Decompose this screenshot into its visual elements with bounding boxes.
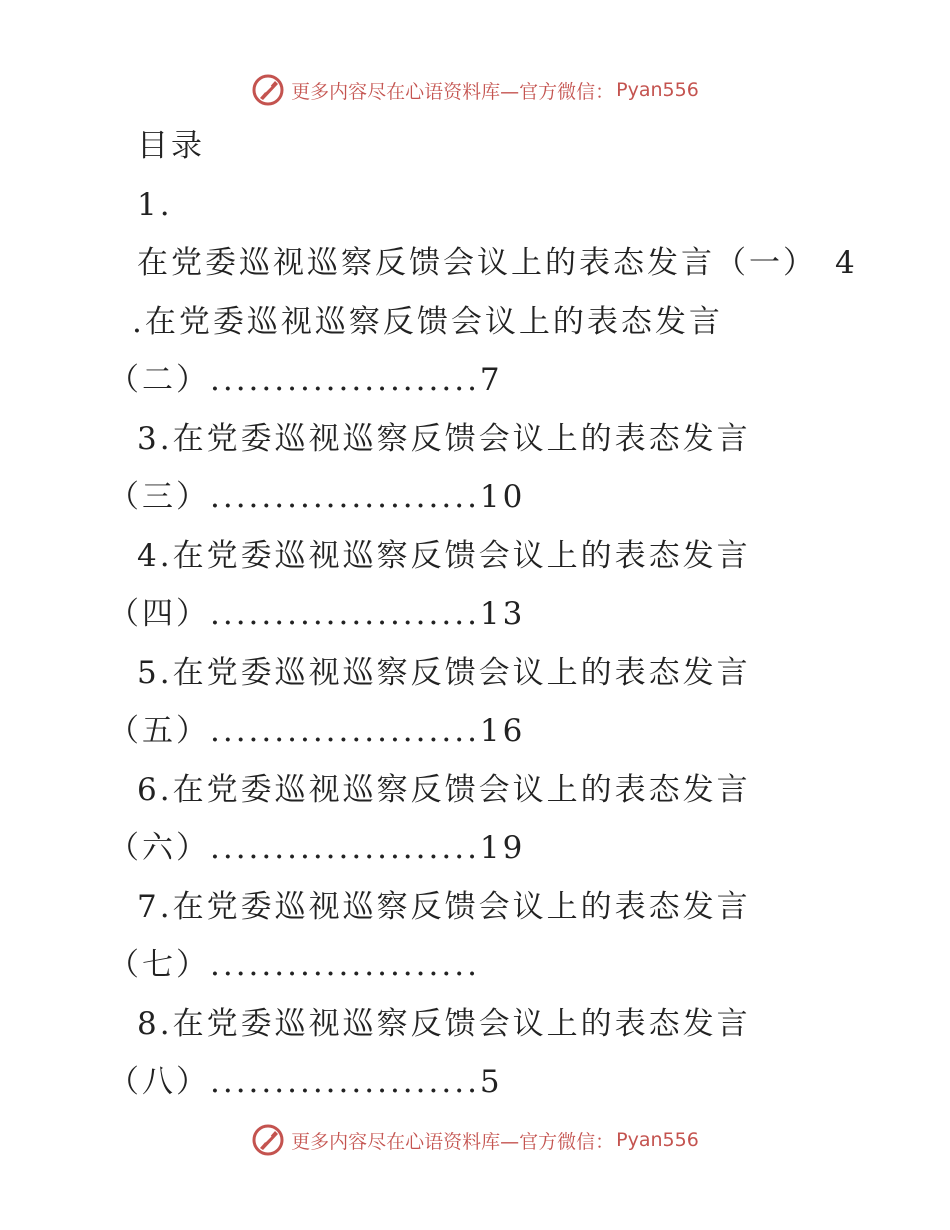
toc-line: .在党委巡视巡察反馈会议上的表态发言 (132, 304, 723, 340)
toc-line: 5.在党委巡视巡察反馈会议上的表态发言 (137, 655, 751, 691)
toc-line: 1. (137, 187, 173, 223)
wechat-id: Pyan556 (616, 1129, 699, 1151)
toc-line: 6.在党委巡视巡察反馈会议上的表态发言 (137, 772, 751, 808)
quill-pen-logo-icon (251, 73, 285, 107)
banner-text: 更多内容尽在心语资料库—官方微信： (291, 80, 615, 103)
toc-line: 在党委巡视巡察反馈会议上的表态发言（一） (137, 245, 817, 281)
toc-title: 目录 (137, 128, 205, 164)
toc-line: （六）.....................19 (108, 830, 526, 866)
header-banner (0, 70, 950, 110)
toc-line: 7.在党委巡视巡察反馈会议上的表态发言 (137, 889, 751, 925)
toc-line: 4.在党委巡视巡察反馈会议上的表态发言 (137, 538, 751, 574)
toc-line: （三）.....................10 (108, 479, 526, 515)
banner-text: 更多内容尽在心语资料库—官方微信： (291, 1130, 615, 1153)
toc-line: （四）.....................13 (108, 596, 526, 632)
toc-line: 3.在党委巡视巡察反馈会议上的表态发言 (137, 421, 751, 457)
quill-pen-logo-icon (251, 1123, 285, 1157)
toc-line: 8.在党委巡视巡察反馈会议上的表态发言 (137, 1006, 751, 1042)
toc-line: （五）.....................16 (108, 713, 526, 749)
footer-banner (0, 1120, 950, 1160)
toc-line: （七）..................... (108, 947, 480, 983)
toc-line: （二）.....................7 (108, 362, 503, 398)
toc-page-number: 4 (835, 245, 855, 281)
wechat-id: Pyan556 (616, 79, 699, 101)
toc-line: （八）.....................5 (108, 1064, 503, 1100)
